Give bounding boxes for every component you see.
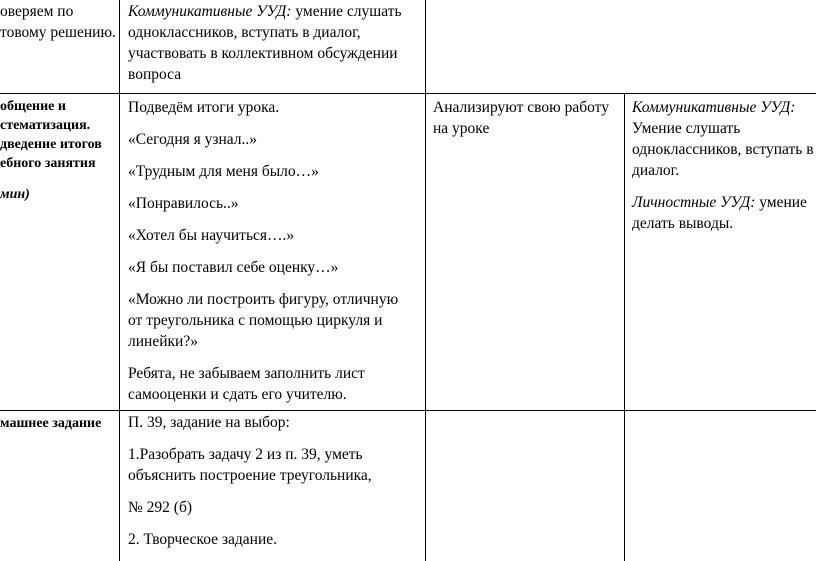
row2-uud-cell (632, 97, 816, 234)
row2-para-1: Подведём итоги урока. (128, 99, 280, 116)
row2-para-7 (128, 289, 424, 352)
row2-para-2: «Сегодня я узнал..» (128, 131, 258, 148)
row2-para-5: «Хотел бы научиться….» (128, 227, 295, 244)
row3-para-3: № 292 (б) (128, 499, 192, 516)
row1-activity-line-4: вопроса (128, 66, 182, 83)
row2-para-3: «Трудным для меня было…» (128, 163, 319, 180)
row2-teacher-cell (128, 97, 424, 405)
row2-stage-cell (0, 97, 118, 204)
col-divider-1 (119, 0, 120, 561)
row2-para-7-line-3: линейки?» (128, 333, 198, 350)
row3-stage-label: машнее задание (0, 416, 102, 431)
row3-para-2-line-2: объяснить построение треугольника, (128, 467, 372, 484)
row2-para-6: «Я бы поставил себе оценку…» (128, 259, 339, 276)
row2-para-8-line-1: Ребята, не забываем заполнить лист (128, 365, 365, 382)
row2-stage-line-4: ебного занятия (0, 156, 96, 171)
row2-para-8 (128, 363, 424, 405)
row2-stage-line-2: стематизация. (0, 118, 91, 133)
row2-para-7-line-2: от треугольника с помощью циркуля и (128, 312, 383, 329)
row1-stage-cell (0, 1, 118, 43)
row2-comm-uud-line-3: диалог. (632, 162, 680, 179)
row3-stage-cell (0, 414, 118, 433)
row2-pers-uud-label: Личностные УУД: (632, 194, 756, 211)
row3-para-1: П. 39, задание на выбор: (128, 414, 290, 431)
row2-comm-uud-label: Коммуникативные УУД: (632, 99, 796, 116)
row2-pers-uud-text: умение (755, 194, 807, 211)
row2-comm-uud-line-2: одноклассников, вступать в (632, 141, 814, 158)
row1-stage-line-1: оверяем по (0, 3, 74, 20)
row1-comm-uud-text: умение слушать (291, 3, 402, 20)
col-divider-2 (425, 0, 426, 561)
row3-para-2-line-1: 1.Разобрать задачу 2 из п. 39, уметь (128, 446, 363, 463)
row3-para-4: 2. Творческое задание. (128, 531, 278, 548)
row2-para-8-line-2: самооценки и сдать его учителю. (128, 386, 347, 403)
col-divider-3 (624, 93, 625, 561)
row2-stage-time: мин) (0, 187, 30, 202)
row2-student-cell (433, 97, 623, 139)
row2-pers-uud-line-2: делать выводы. (632, 215, 734, 232)
row2-para-4: «Понравилось..» (128, 195, 239, 212)
row2-stage-line-1: общение и (0, 99, 66, 114)
row-divider-1 (0, 93, 816, 94)
row2-student-line-2: на уроке (433, 120, 490, 137)
row2-student-line-1: Анализируют свою работу (433, 99, 609, 116)
row3-para-2 (128, 444, 424, 486)
row1-stage-line-2: товому решению. (0, 24, 116, 41)
row-divider-2 (0, 410, 816, 411)
row1-activity-line-2: одноклассников, вступать в диалог, (128, 24, 361, 41)
row2-para-7-line-1: «Можно ли построить фигуру, отличную (128, 291, 399, 308)
row2-comm-uud-line-1: Умение слушать (632, 120, 741, 137)
row2-stage-line-3: дведение итогов (0, 137, 102, 152)
row3-homework-cell (128, 412, 424, 550)
row1-activity-line-3: участвовать в коллективном обсуждении (128, 45, 398, 62)
row1-comm-uud-label: Коммуникативные УУД: (128, 3, 292, 20)
row1-activity-cell (128, 1, 424, 85)
